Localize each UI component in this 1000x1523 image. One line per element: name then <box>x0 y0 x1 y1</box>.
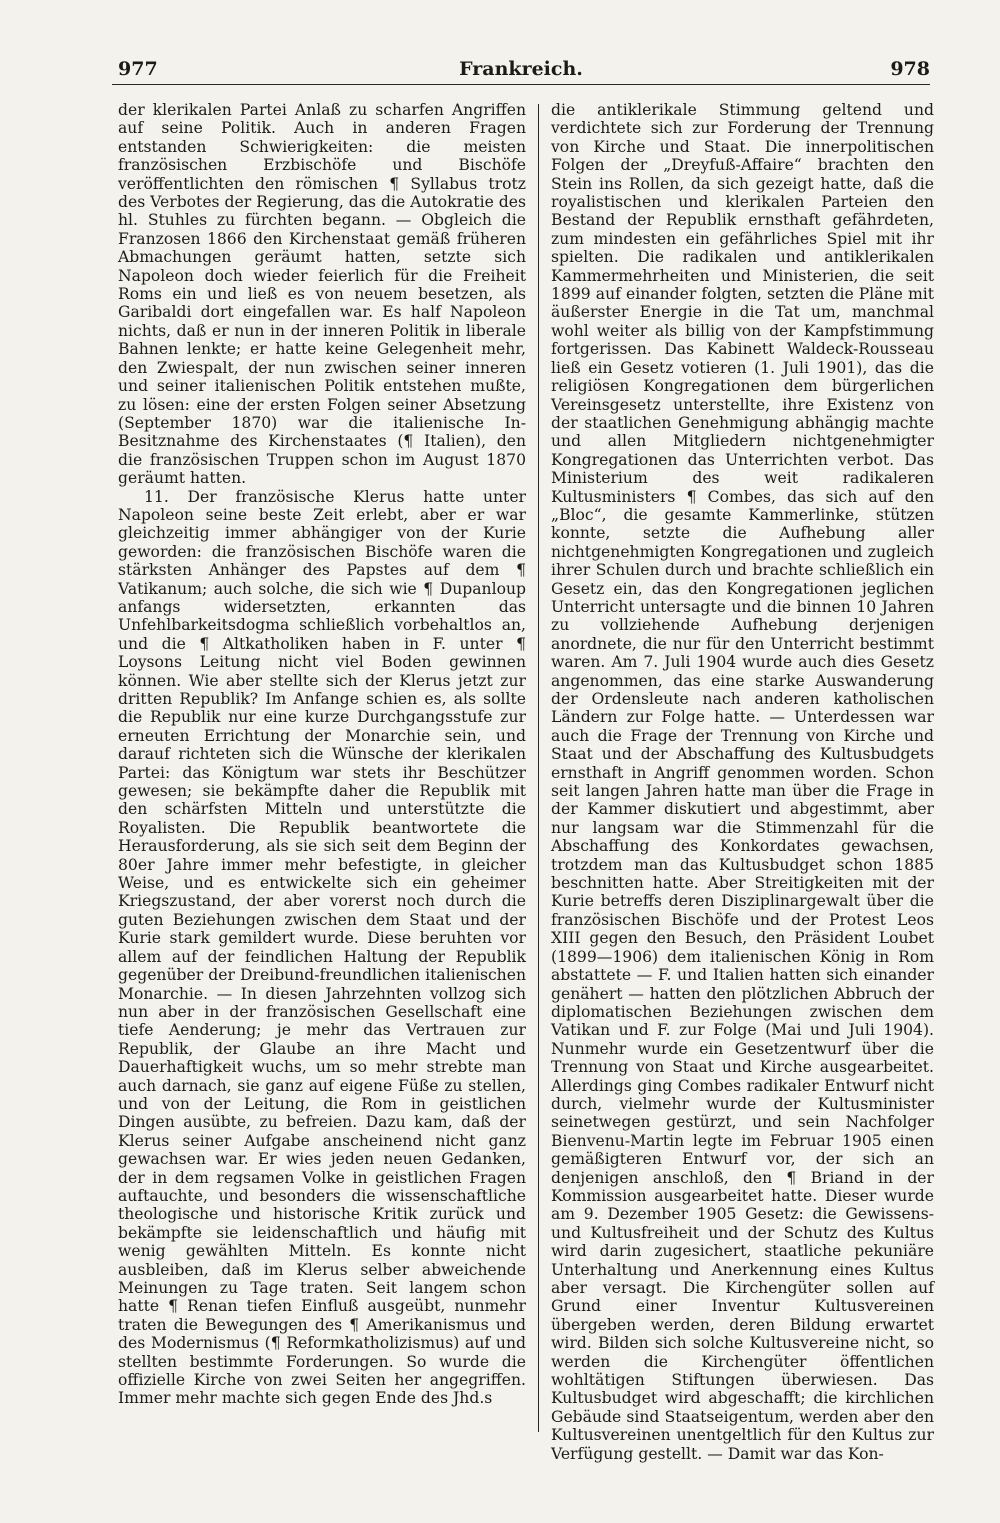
header-rule <box>112 84 930 85</box>
page-number-right: 978 <box>890 58 930 80</box>
page-header <box>112 52 930 86</box>
right-paragraph-1: die antiklerikale Stimmung geltend und verdichtete sich zur Forderung der Trennung von Kirche und Staat. Die innerpolitischen Folgen der „Dreyfuß-Affaire“ brachten den Stein ins Rollen, da sich gezeigt hatte, daß die royalistischen und klerikalen Parteien den Bestand der Republik ernsthaft gefährdeten, zum mindesten ein gefährliches Spiel mit ihr spielten. Die radikalen und antiklerikalen Kammermehrheiten und Ministerien, die seit 1899 auf einander folgten, setzten die Pläne mit äußerster Energie in die Tat um, manchmal wohl weiter als billig von der Kampfstimmung fortgerissen. Das Kabinett Waldeck-Rousseau ließ ein Gesetz votieren (1. Juli 1901), das die religiösen Kongregationen dem bürgerlichen Vereinsgesetz unterstellte, ihre Existenz von der staatlichen Genehmigung abhängig machte und allen Mitgliedern nichtgenehmigter Kongregationen das Unterrichten verbot. Das Ministerium des weit radikaleren Kultusministers ¶ Combes, das sich auf den „Bloc“, die gesamte Kammerlinke, stützen konnte, setzte die Aufhebung aller nichtgenehmigten Kongregationen und zugleich ihrer Schulen durch und brachte schließlich ein Gesetz ein, das den Kongregationen jeglichen Unterricht untersagte und die binnen 10 Jahren zu vollziehende Aufhebung derjenigen anordnete, die nur für den Unterricht bestimmt waren. Am 7. Juli 1904 wurde auch dies Gesetz angenommen, das eine starke Auswanderung der Ordensleute nach anderen katholischen Ländern zur Folge hatte. — Unterdessen war auch die Frage der Trennung von Kirche und Staat und der Abschaffung des Kultusbudgets ernsthaft in Angriff genommen worden. Schon seit langen Jahren hatte man über die Frage in der Kammer diskutiert und abgestimmt, aber nur langsam war die Stimmenzahl für die Abschaffung des Konkordates gewachsen, trotzdem man das Kultusbudget schon 1885 beschnitten hatte. Aber Streitigkeiten mit der Kurie betreffs deren Disziplinargewalt über die französischen Bischöfe und der Protest Leos XIII gegen den Besuch, den Präsident Loubet (1899—1906) dem italienischen König in Rom abstattete — F. und Italien hatten sich einander genähert — hatten den plötzlichen Abbruch der diplomatischen Beziehungen zwischen dem Vatikan und F. zur Folge (Mai und Juli 1904). Nunmehr wurde ein Gesetzentwurf über die Trennung von Staat und Kirche ausgearbeitet. Allerdings ging Combes radikaler Entwurf nicht durch, vielmehr wurde der Kultusminister seinetwegen gestürzt, und sein Nachfolger Bienvenu-Martin legte im Februar 1905 einen gemäßigteren Entwurf vor, der sich an denjenigen anschloß, den ¶ Briand in der Kommission ausgearbeitet hatte. Dieser wurde am 9. Dezember 1905 Gesetz: die Gewissens- und Kultusfreiheit und der Schutz des Kultus wird darin zugesichert, staatliche pekuniäre Unterhaltung und Anerkennung eines Kultus aber versagt. Die Kirchengüter sollen auf Grund einer Inventur Kultusvereinen übergeben werden, deren Bildung erwartet wird. Bilden sich solche Kultusvereine nicht, so werden die Kirchengüter öffentlichen wohltätigen Stiftungen überwiesen. Das Kultusbudget wird abgeschafft; die kirchlichen Gebäude sind Staatseigentum, werden aber den Kultusvereinen unentgeltlich für den Kultus zur Verfügung gestellt. — Damit war das Kon- <box>551 101 934 1463</box>
column-divider <box>538 104 539 1432</box>
left-paragraph-2: 11. Der französische Klerus hatte unter Napoleon seine beste Zeit erlebt, aber er war gleichzeitig immer abhängiger von der Kurie geworden: die französischen Bischöfe waren die stärksten Anhänger des Papstes auf dem ¶ Vatikanum; auch solche, die sich wie ¶ Dupanloup anfangs widersetzten, erkannten das Unfehlbarkeitsdogma schließlich vorbehaltlos an, und die ¶ Altkatholiken haben in F. unter ¶ Loysons Leitung nicht viel Boden gewinnen können. Wie aber stellte sich der Klerus jetzt zur dritten Republik? Im Anfange schien es, als sollte die Republik nur eine kurze Durchgangsstufe zur erneuten Errichtung der Monarchie sein, und darauf richteten sich die Wünsche der klerikalen Partei: das Königtum war stets ihr Beschützer gewesen; sie bekämpfte daher die Republik mit den schärfsten Mitteln und unterstützte die Royalisten. Die Republik beantwortete die Herausforderung, als sie sich seit dem Beginn der 80er Jahre immer mehr befestigte, in gleicher Weise, und es entwickelte sich ein geheimer Kriegszustand, der aber vorerst noch durch die guten Beziehungen zwischen dem Staat und der Kurie stark gemildert wurde. Diese beruhten vor allem auf der feindlichen Haltung der Republik gegenüber der Dreibund-freundlichen italienischen Monarchie. — In diesen Jahrzehnten vollzog sich nun aber in der französischen Gesellschaft eine tiefe Aenderung; je mehr das Vertrauen zur Republik, der Glaube an ihre Macht und Dauerhaftigkeit wuchs, um so mehr strebte man auch darnach, sie ganz auf eigene Füße zu stellen, und von der Leitung, die Rom in geistlichen Dingen ausübte, zu befreien. Dazu kam, daß der Klerus seiner Aufgabe anscheinend nicht ganz gewachsen war. Er wies jeden neuen Gedanken, der in dem regsamen Volke in geistlichen Fragen auftauchte, und besonders die wissenschaftliche theologische und historische Kritik zurück und bekämpfte sie leidenschaftlich und häufig mit wenig gewählten Mitteln. Es konnte nicht ausbleiben, daß im Klerus selber abweichende Meinungen zu Tage traten. Seit langem schon hatte ¶ Renan tiefen Einfluß ausgeübt, nunmehr traten die Bewegungen des ¶ Amerikanismus und des Modernismus (¶ Reformkatholizismus) auf und stellten bestimmte Forderungen. So wurde die offizielle Kirche von zwei Seiten her angegriffen. Immer mehr machte sich gegen Ende des Jhd.s <box>118 487 526 1408</box>
left-paragraph-1: der klerikalen Partei Anlaß zu scharfen Angriffen auf seine Politik. Auch in anderen Fragen entstanden Schwierigkeiten: die meisten französischen Erzbischöfe und Bischöfe veröffentlichten den römischen ¶ Syllabus trotz des Verbotes der Regierung, das die Autokratie des hl. Stuhles zu fürchten begann. — Obgleich die Franzosen 1866 den Kirchenstaat gemäß früheren Abmachungen geräumt hatten, setzte sich Napoleon doch wieder feierlich für die Freiheit Roms ein und ließ es von neuem besetzen, als Garibaldi dort eingefallen war. Es half Napoleon nichts, daß er nun in der inneren Politik in liberale Bahnen lenkte; er hatte keine Gelegenheit mehr, den Zwiespalt, der nun zwischen seiner inneren und seiner italienischen Politik entstehen mußte, zu lösen: eine der ersten Folgen seiner Absetzung (September 1870) war die italienische In-Besitznahme des Kirchenstaates (¶ Italien), den die französischen Truppen schon im August 1870 geräumt hatten. <box>118 101 526 488</box>
right-column <box>551 101 934 1463</box>
left-column <box>118 101 526 1431</box>
page-number-left: 977 <box>118 58 158 80</box>
running-title: Frankreich. <box>459 58 583 80</box>
